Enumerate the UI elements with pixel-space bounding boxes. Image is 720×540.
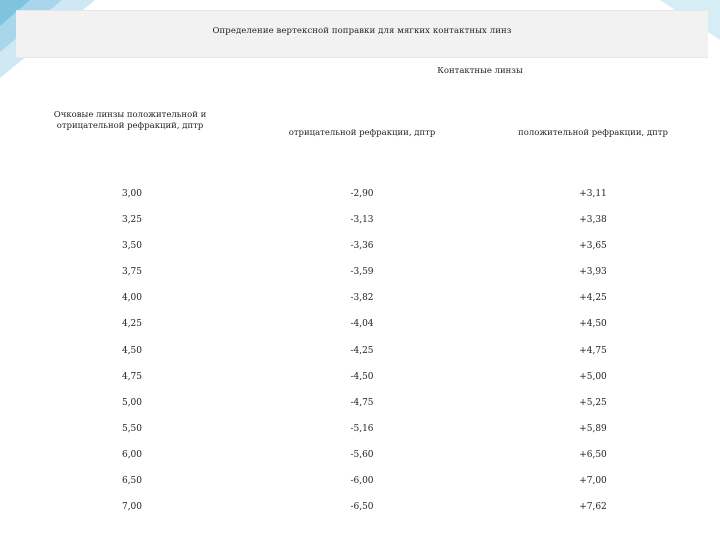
table-row — [0, 290, 720, 316]
cell-positive: +3,93 — [579, 267, 607, 278]
cell-positive: +4,75 — [579, 345, 607, 356]
cell-spectacle: 6,00 — [121, 449, 143, 460]
cell-spectacle: 4,50 — [121, 345, 143, 356]
cell-negative: -3,36 — [350, 241, 374, 252]
cell-spectacle: 7,00 — [121, 502, 143, 513]
cell-negative: -4,75 — [350, 397, 374, 408]
cell-negative: -5,16 — [350, 423, 374, 434]
cell-spectacle: 4,00 — [121, 293, 143, 304]
page-title: Определение вертексной поправки для мягких контактных линз — [212, 26, 512, 36]
cell-positive: +3,38 — [579, 215, 607, 226]
cell-negative: -6,50 — [350, 502, 374, 513]
cell-spectacle: 3,50 — [121, 241, 143, 252]
table-row — [0, 264, 720, 290]
cell-positive: +3,65 — [579, 241, 607, 252]
column-header-negative: отрицательной рефракции, дптр — [288, 128, 436, 138]
table-row — [0, 186, 720, 212]
cell-negative: -5,60 — [350, 449, 374, 460]
title-bar — [16, 10, 708, 58]
cell-negative: -4,50 — [350, 371, 374, 382]
cell-negative: -3,82 — [350, 293, 374, 304]
cell-positive: +4,25 — [579, 293, 607, 304]
column-header-positive: положительной рефракции, дптр — [518, 128, 668, 138]
cell-spectacle: 6,50 — [121, 476, 143, 487]
cell-spectacle: 4,25 — [121, 319, 143, 330]
cell-negative: -3,59 — [350, 267, 374, 278]
cell-spectacle: 3,25 — [121, 215, 143, 226]
table-row — [0, 369, 720, 395]
table-row — [0, 212, 720, 238]
cell-spectacle: 5,00 — [121, 397, 143, 408]
cell-negative: -4,25 — [350, 345, 374, 356]
cell-positive: +4,50 — [579, 319, 607, 330]
table-row — [0, 447, 720, 473]
table-row — [0, 316, 720, 342]
table-row — [0, 395, 720, 421]
cell-spectacle: 4,75 — [121, 371, 143, 382]
group-header-contact-lenses: Контактные линзы — [437, 66, 523, 76]
cell-positive: +5,00 — [579, 371, 607, 382]
cell-positive: +7,62 — [579, 502, 607, 513]
cell-negative: -4,04 — [350, 319, 374, 330]
table-row — [0, 238, 720, 264]
cell-spectacle: 5,50 — [121, 423, 143, 434]
table-row — [0, 421, 720, 447]
cell-spectacle: 3,75 — [121, 267, 143, 278]
table-body — [0, 186, 720, 525]
column-header-spectacle: Очковые линзы положительной и отрицательной рефракций, дптр — [53, 110, 207, 131]
cell-positive: +5,25 — [579, 397, 607, 408]
table-row — [0, 343, 720, 369]
cell-positive: +5,89 — [579, 423, 607, 434]
cell-positive: +7,00 — [579, 476, 607, 487]
cell-positive: +3,11 — [579, 189, 607, 199]
cell-negative: -6,00 — [350, 476, 374, 487]
cell-negative: -2,90 — [350, 189, 374, 199]
table-row — [0, 499, 720, 525]
cell-negative: -3,13 — [350, 215, 374, 226]
cell-positive: +6,50 — [579, 449, 607, 460]
table-row — [0, 473, 720, 499]
cell-spectacle: 3,00 — [121, 189, 143, 199]
